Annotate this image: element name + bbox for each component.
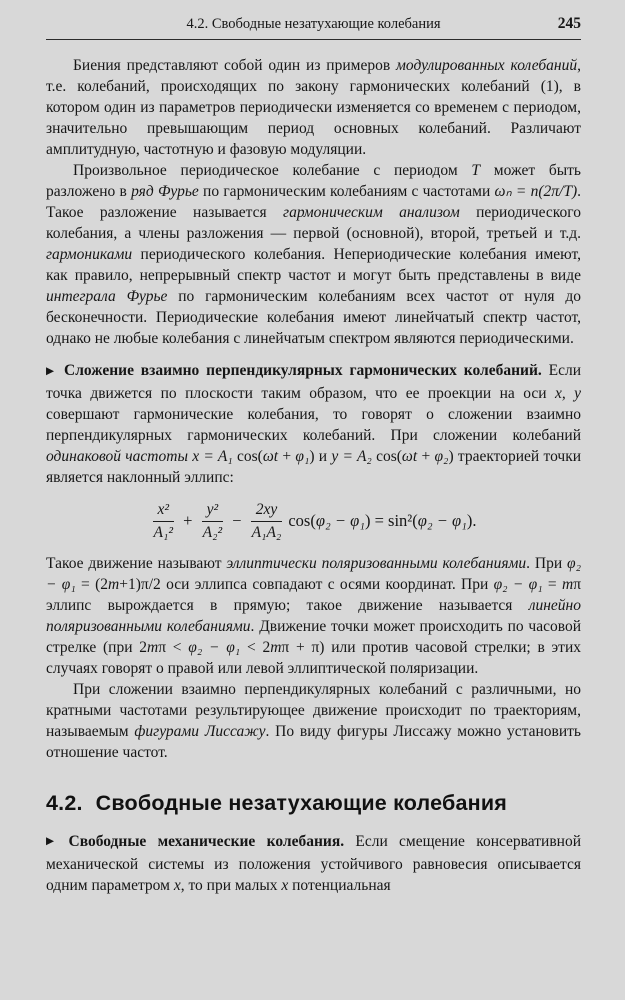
text-run: . Такое разложение называется: [46, 183, 581, 221]
triangle-bullet-icon: ▶: [46, 365, 58, 377]
equation-text: ).: [466, 511, 477, 531]
text-run: x = A₁: [192, 448, 233, 465]
text-run: интеграла Фурье: [46, 288, 168, 305]
text-run: φ₂ − φ₁: [188, 638, 241, 656]
text-run: π + π) или против часовой стрелки; в этих случаях говорят о правой или левой эллиптической поляризации.: [46, 638, 581, 677]
text-run: ) траекторией точки является наклонный эллипс:: [46, 448, 582, 486]
text-run: периодического колебания. Непериодические колебания имеют, как правило, непрерывный спектр частот и могут быть представлены в виде: [46, 246, 581, 284]
text-run: При сложении взаимно перпендикулярных колебаний с различными, но кратными частотами результирующее движение происходит по траекториям, называемым: [46, 680, 581, 740]
text-run: по гармоническим колебаниям всех частот от нуля до бесконечности. Периодические колебания имеют линейчатый спектр частот, однако не любые колебания с линейчатым спектром являются периодическими.: [46, 288, 581, 347]
text-run: , то при малых: [180, 876, 282, 894]
text-run: m: [108, 575, 120, 593]
equation-text: +: [179, 511, 197, 531]
section-number: 4.2.: [46, 790, 83, 815]
text-run: φ₁: [295, 448, 310, 465]
text-run: Если точка движется по плоскости таким образом, что ее проекции на оси: [46, 362, 581, 402]
running-head-title: 4.2. Свободные незатухающие колебания: [186, 16, 441, 32]
text-run: совершают гармонические колебания, то говорят о сложении взаимно перпендикулярных гармонических колебаний. При сложении колебаний: [46, 406, 581, 444]
text-run: одинаковой частоты: [46, 448, 188, 465]
text-run: φ₂ − φ₁: [46, 554, 581, 593]
text-run: cos(: [371, 448, 402, 465]
equation-text: φ₂ − φ₁: [315, 511, 365, 531]
triangle-bullet-icon: ▶: [46, 836, 62, 848]
text-run: m: [147, 638, 159, 656]
text-run: модулированных колебаний: [396, 57, 578, 74]
page-number: 245: [557, 15, 581, 32]
text-run: < 2: [240, 638, 271, 656]
equation-text: ) = sin²(: [364, 511, 418, 531]
text-run: ωt: [262, 448, 279, 465]
text-run: эллиптически поляризованными колебаниями: [226, 554, 527, 572]
text-run: потенциальная: [288, 876, 391, 894]
text-run: , т.е. колебаний, происходящих по закону гармонических колебаний (1), в котором один из параметров периодически изменяется со временем с периодом, значительно превышающим период основных колебаний. Различают амплитудную, частотную и фазовую модуляции.: [46, 57, 581, 158]
text-run: cos(: [232, 448, 263, 465]
text-run: . При: [526, 554, 568, 572]
text-run: гармоническим анализом: [283, 204, 460, 221]
text-run: +: [278, 448, 296, 465]
fraction: $\frac{2xy}{\text{A₁A₂}}$: [251, 501, 282, 541]
text-run: Биения представляют собой один из примеров: [73, 57, 396, 74]
text-run: линейно поляризованными колебаниями: [46, 596, 581, 635]
text-run: ωt: [401, 448, 418, 465]
text-run: ряд Фурье: [131, 183, 199, 200]
paragraph: [46, 553, 581, 679]
text-run: π <: [158, 638, 189, 656]
text-run: может быть разложено в: [46, 162, 581, 200]
text-run: π эллипс вырождается в прямую; такое движение называется: [46, 575, 582, 614]
display-equation: [46, 501, 581, 542]
text-run: . По виду фигуры Лиссажу можно установить отношение частот.: [46, 722, 581, 761]
text-run: x: [281, 876, 289, 894]
text-run: Если смещение консервативной механической системы из положения устойчивого равновесия описывается одним параметром: [46, 832, 582, 894]
equation-text: φ₂ − φ₁: [417, 511, 467, 531]
text-run: гармониками: [46, 246, 133, 263]
text-run: φ₂: [434, 448, 449, 465]
fraction: $\frac{\text{x²}}{\text{A₁²}}$: [153, 501, 174, 541]
text-run: m: [270, 638, 282, 656]
paragraph: [46, 55, 581, 160]
text-run: по гармоническим колебаниям с частотами: [198, 183, 495, 200]
text-run: +: [417, 448, 435, 465]
text-run: фигурами Лиссажу: [134, 722, 266, 740]
paragraph: [46, 679, 581, 763]
text-run: Свободные механические колебания.: [68, 832, 345, 850]
text-run: m: [561, 575, 574, 593]
content-column: [46, 55, 581, 896]
bullet-paragraph: [46, 360, 581, 488]
text-run: x, y: [554, 385, 582, 402]
bullet-paragraph: [46, 831, 581, 896]
text-run: Такое движение называют: [46, 554, 227, 572]
equation-text: −: [228, 511, 246, 531]
text-run: Произвольное периодическое колебание с периодом: [73, 162, 472, 179]
text-run: . Движение точки может происходить по часовой стрелке (при 2: [46, 617, 581, 656]
text-run: Сложение взаимно перпендикулярных гармонических колебаний.: [64, 362, 542, 379]
page-header: [46, 16, 581, 40]
section-heading: [46, 791, 581, 816]
text-run: x: [173, 876, 181, 894]
text-run: ) и: [309, 448, 332, 465]
text-run: φ₂ − φ₁: [493, 575, 543, 593]
section-title: Свободные незатухающие колебания: [95, 790, 507, 815]
text-run: = (2: [75, 575, 109, 593]
fraction: $\frac{\text{y²}}{\text{A₂²}}$: [202, 501, 223, 541]
text-run: +1)π/2 оси эллипса совпадают с осями координат. При: [119, 575, 494, 593]
text-run: ωₙ = n(2π/T): [494, 183, 578, 200]
text-run: y = A₂: [331, 448, 372, 465]
text-run: T: [471, 162, 481, 179]
text-run: периодического колебания, а члены разложения — первой (основной), второй, третьей и т.д.: [46, 204, 581, 242]
equation-text: cos(: [284, 511, 316, 531]
text-run: =: [542, 575, 562, 593]
paragraph: [46, 160, 581, 349]
